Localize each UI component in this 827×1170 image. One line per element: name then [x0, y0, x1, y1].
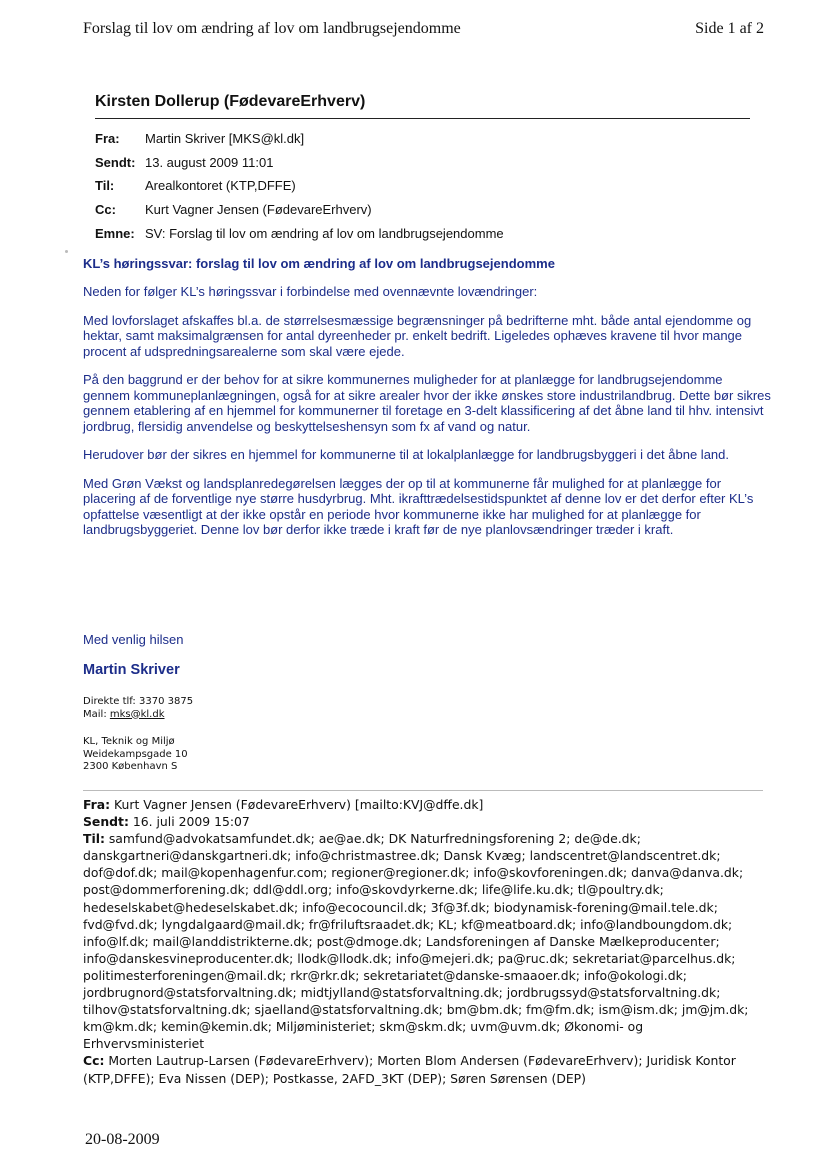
body-paragraph: Herudover bør der sikres en hjemmel for kommunerne til at lokalplanlægge for landbrugsbyggeri i det åbne land.	[83, 447, 730, 462]
meta-value: 13. august 2009 11:01	[145, 154, 274, 170]
closing-greeting: Med venlig hilsen	[83, 632, 184, 647]
signature-name: Martin Skriver	[83, 662, 180, 678]
meta-key: Emne:	[95, 225, 135, 241]
address-line: KL, Teknik og Miljø	[83, 736, 175, 747]
forward-cc	[83, 1052, 763, 1069]
forward-to-line: samfund@advokatsamfundet.dk; ae@ae.dk; DK Naturfredningsforening 2; de@de.dk;	[104, 831, 641, 847]
forward-cc-label: Cc:	[83, 1053, 105, 1069]
signature-mail-link[interactable]: mks@kl.dk	[109, 708, 165, 720]
forward-rule	[83, 790, 763, 791]
forwarded-header	[83, 796, 763, 1087]
forward-from-label: Fra:	[83, 797, 111, 812]
meta-to	[95, 178, 504, 202]
signature-mail-line	[83, 709, 193, 722]
body-paragraph: På den baggrund er der behov for at sikre kommunernes muligheder for at planlægge for landbrugsejendomme gennem kommuneplanlægningen, også for at sikre arealer hvor der ikke ønskes store industrilandbrug. Dette bør sikres gennem etablering af en hjemmel for kommunerner til foretage en 3-delt klassificering af det åbne land til hhv. intensivt jordbrug, flersidig anvendelse og beskyttelseshensyn som fx af vand og natur.	[83, 372, 771, 434]
meta-subject	[95, 226, 504, 250]
meta-value: Martin Skriver [MKS@kl.dk]	[145, 131, 305, 146]
body-paragraph: Med Grøn Vækst og landsplanredegørelsen lægges der op til at kommunerne får mulighed for at planlægge for placering af de forventlige nye større husdyrbrug. Mht. ikrafttrædelsestidspunktet af denne lov er det derfor efter KL’s opfattelse væsentligt at der ikke opstår en periode hvor kommunerne ikke har mulighed for at planlægge for landbrugsbyggeriet. Denne lov bør derfor ikke træde i kraft før de nye planlovsændringer træder i kraft.	[83, 475, 754, 537]
address-line: 2300 København S	[83, 761, 178, 772]
meta-key: Sendt:	[95, 154, 136, 170]
forward-to-label: Til:	[83, 831, 105, 847]
forward-to-line: tilhov@statsforvaltning.dk; sjaelland@statsforvaltning.dk; bm@bm.dk; fm@fm.dk; ism@ism.dk; jm@jm.dk;	[83, 1002, 749, 1018]
forward-to	[83, 830, 763, 847]
scan-speck	[65, 250, 68, 253]
footer-date: 20-08-2009	[85, 1131, 160, 1148]
forward-to-line: politimesterforeningen@mail.dk; rkr@rkr.dk; sekretariatet@danske-smaaoer.dk; info@okologi.dk;	[83, 967, 687, 983]
meta-from	[95, 131, 504, 155]
body-paragraph: Neden for følger KL’s høringssvar i forbindelse med ovennævnte lovændringer:	[83, 284, 538, 299]
body-title: KL’s høringssvar: forslag til lov om ændring af lov om landbrugsejendomme	[83, 256, 555, 271]
forward-to-line: fvd@fvd.dk; lyngdalgaard@mail.dk; fr@friluftsraadet.dk; KL; kf@meatboard.dk; info@landboungdom.dk;	[83, 916, 733, 932]
email-body	[83, 256, 773, 551]
signature-address	[83, 736, 188, 774]
forward-to-line: dof@dof.dk; mail@kopenhagenfur.com; regioner@regioner.dk; info@skovforeningen.dk; danva@danva.dk;	[83, 865, 744, 881]
page-number: Side 1 af 2	[695, 20, 764, 37]
forward-from	[83, 796, 763, 813]
meta-value: Arealkontoret (KTP,DFFE)	[145, 178, 296, 194]
meta-key: Til:	[95, 178, 115, 194]
meta-value: SV: Forslag til lov om ændring af lov om landbrugsejendomme	[145, 225, 504, 241]
signature-phone: Direkte tlf: 3370 3875	[83, 696, 194, 707]
forward-sent-value: 16. juli 2009 15:07	[128, 814, 250, 830]
forward-cc-line: (KTP,DFFE); Eva Nissen (DEP); Postkasse, 2AFD_3KT (DEP); Søren Sørensen (DEP)	[83, 1070, 586, 1086]
forward-cc-line: Morten Lautrup-Larsen (FødevareErhverv); Morten Blom Andersen (FødevareErhverv); Juridisk Kontor	[104, 1053, 736, 1069]
forward-to-line: post@dommerforening.dk; ddl@ddl.org; info@skovdyrkerne.dk; life@life.ku.dk; tl@poultry.dk;	[83, 882, 664, 898]
forward-to-line: info@lf.dk; mail@landdistrikterne.dk; post@dmoge.dk; Landsforeningen af Danske Mælkeproducenter;	[83, 933, 720, 949]
forward-to-line: info@danskesvineproducenter.dk; llodk@llodk.dk; info@mejeri.dk; pa@ruc.dk; sekretariat@parcelhus.dk;	[83, 950, 736, 966]
meta-value: Kurt Vagner Jensen (FødevareErhverv)	[145, 202, 372, 218]
signature-mail-label: Mail:	[83, 708, 110, 720]
address-line: Weidekampsgade 10	[83, 748, 188, 760]
forward-sent	[83, 813, 763, 830]
body-paragraph: Med lovforslaget afskaffes bl.a. de størrelsesmæssige begrænsninger på bedrifterne mht. både antal ejendomme og hektar, samt maksimalgrænsen for antal dyreenheder pr. enkelt bedrift. Ligeledes ophæves kravene til hvor mange procent af udspredningsarealerne som skal være ejede.	[83, 312, 752, 359]
forward-to-line: hedeselskabet@hedeselskabet.dk; info@ecocouncil.dk; 3f@3f.dk; biodynamisk-forening@mail.tele.dk;	[83, 899, 718, 915]
page-header-title: Forslag til lov om ændring af lov om landbrugsejendomme	[83, 20, 461, 37]
meta-sent	[95, 155, 504, 179]
meta-cc	[95, 202, 504, 226]
header-rule	[95, 118, 750, 119]
email-meta	[95, 131, 504, 249]
forward-from-value: Kurt Vagner Jensen (FødevareErhverv) [mailto:KVJ@dffe.dk]	[110, 797, 484, 812]
meta-key: Fra:	[95, 131, 120, 146]
forward-to-line: Erhvervsministeriet	[83, 1036, 205, 1052]
meta-key: Cc:	[95, 202, 116, 218]
forward-to-line: danskgartneri@danskgartneri.dk; info@christmastree.dk; Dansk Kvæg; landscentret@landscentret.dk;	[83, 848, 721, 864]
forward-to-line: km@km.dk; kemin@kemin.dk; Miljøministeriet; skm@skm.dk; uvm@uvm.dk; Økonomi- og	[83, 1019, 644, 1035]
mailbox-owner: Kirsten Dollerup (FødevareErhverv)	[95, 93, 366, 110]
signature-contact	[83, 696, 193, 721]
forward-to-line: jordbrugnord@statsforvaltning.dk; midtjylland@statsforvaltning.dk; jordbrugssyd@statsforvaltning.dk;	[83, 985, 721, 1001]
forward-sent-label: Sendt:	[83, 814, 129, 830]
